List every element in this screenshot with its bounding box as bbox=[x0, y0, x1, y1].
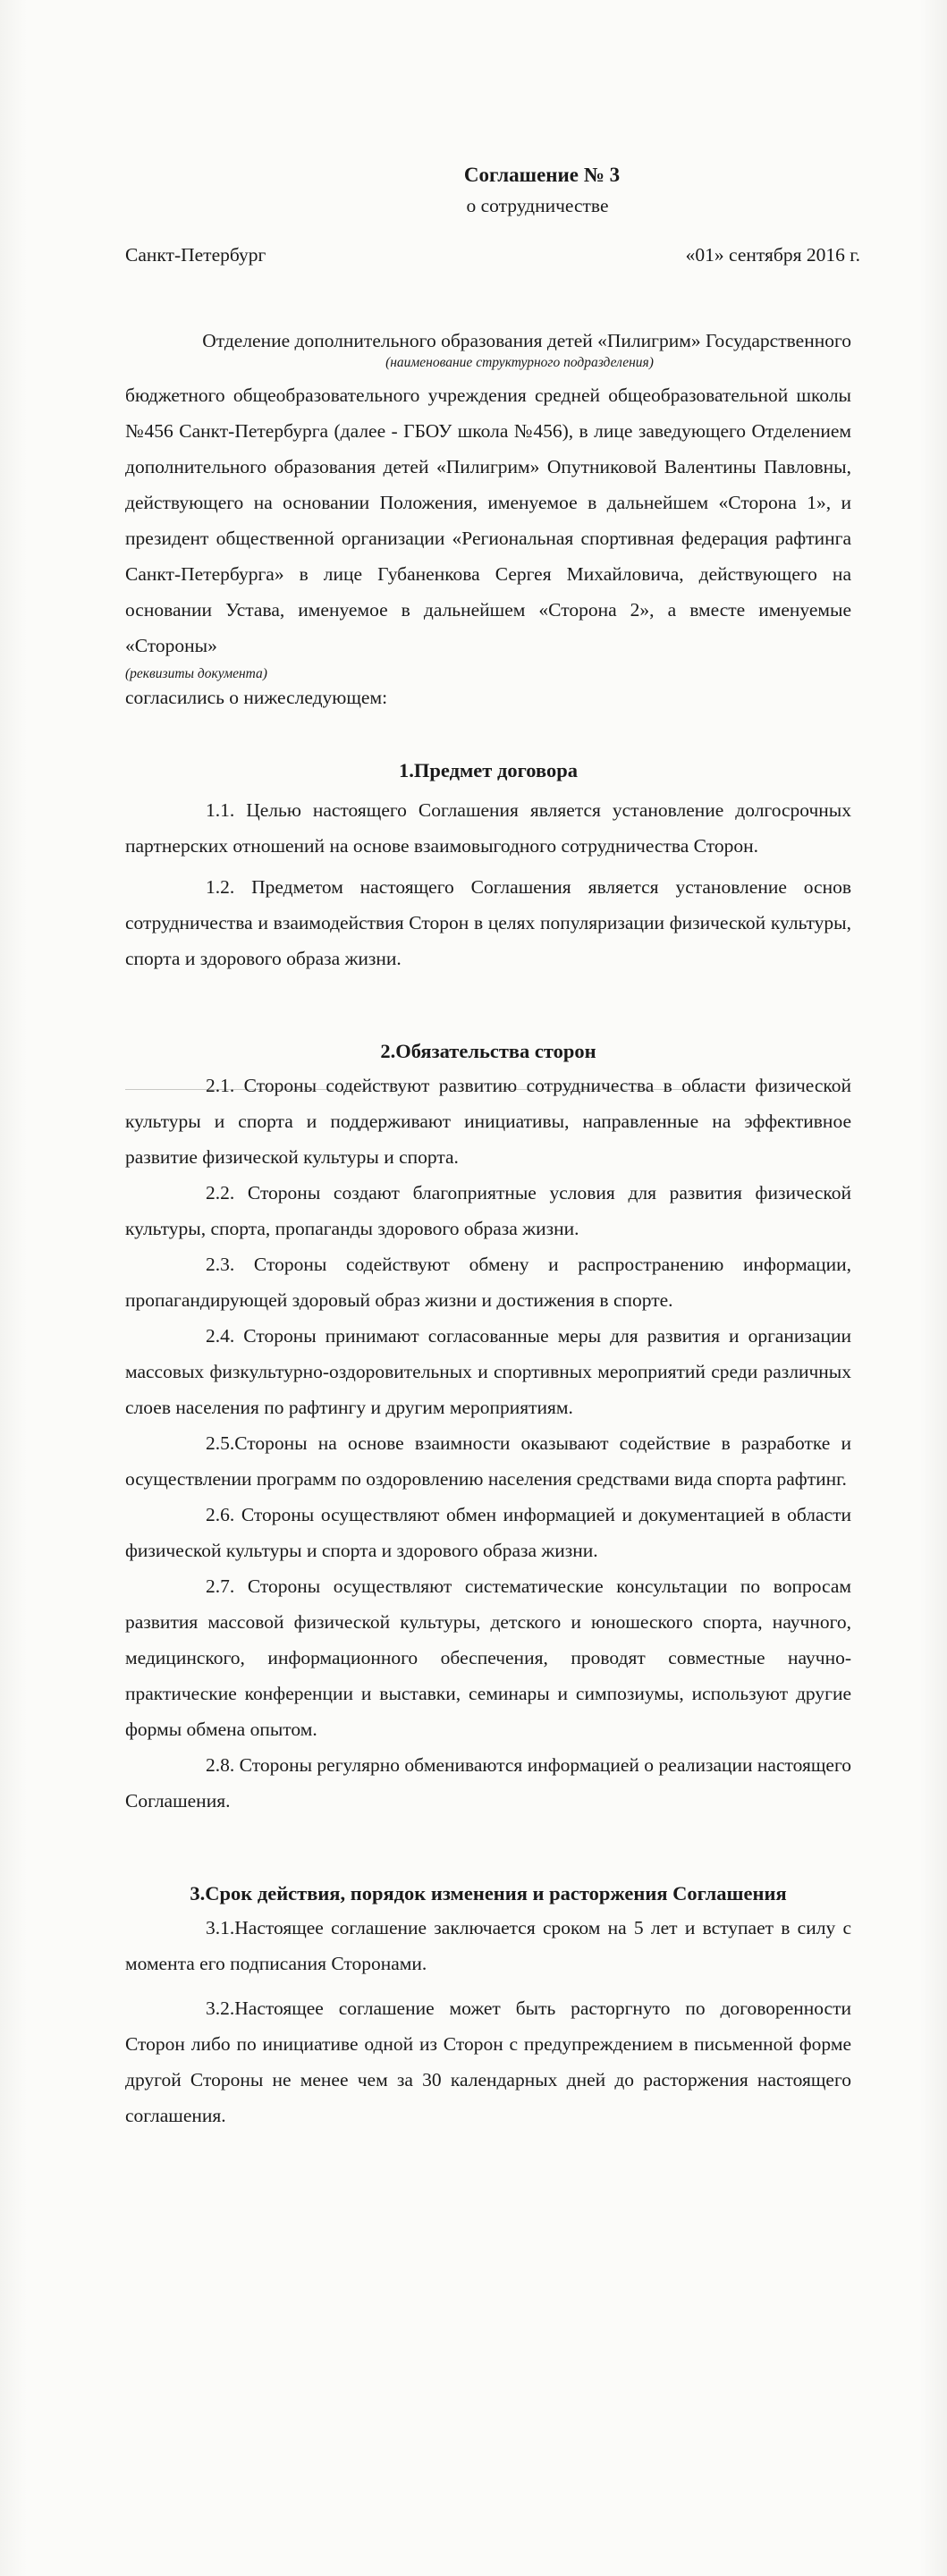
clause-3-1: 3.1.Настоящее соглашение заключается сроком на 5 лет и вступает в силу с момента его подписания Сторонами. bbox=[125, 1917, 851, 1974]
clause-2-7: 2.7. Стороны осуществляют систематические консультации по вопросам развития массовой физической культуры, детского и юношеского спорта, научного, медицинского, информационного обеспечения, проводят совместные научно-практические конференции и выставки, семинары и симпозиумы, используют другие формы обмена опытом. bbox=[125, 1575, 851, 1740]
date: «01» сентября 2016 г. bbox=[685, 244, 860, 266]
agreed-line: согласились о нижеследующем: bbox=[125, 687, 388, 708]
organization-hint: (наименование структурного подразделения) bbox=[385, 355, 654, 370]
agreement-body bbox=[125, 159, 860, 2133]
clause-1-2: 1.2. Предметом настоящего Соглашения является установление основ сотрудничества и взаимодействия Сторон в целях популяризации физической культуры, спорта и здорового образа жизни. bbox=[125, 876, 851, 969]
clause-1-1: 1.1. Целью настоящего Соглашения является установление долгосрочных партнерских отношений на основе взаимовыгодного сотрудничества Сторон. bbox=[125, 799, 851, 857]
section-heading-1: 1.Предмет договора bbox=[399, 759, 578, 781]
city-date-row bbox=[125, 240, 860, 270]
clause-2-6: 2.6. Стороны осуществляют обмен информацией и документацией в области физической культуры и спорта и здорового образа жизни. bbox=[125, 1504, 851, 1561]
clause-3-2: 3.2.Настоящее соглашение может быть расторгнуто по договоренности Сторон либо по инициативе одной из Сторон с предупреждением в письменной форме другой Стороны не менее чем за 30 календарных дней до расторжения настоящего соглашения. bbox=[125, 1997, 851, 2126]
document-requisites-hint: (реквизиты документа) bbox=[125, 666, 267, 681]
city: Санкт-Петербург bbox=[125, 244, 266, 266]
clause-2-8: 2.8. Стороны регулярно обмениваются информацией о реализации настоящего Соглашения. bbox=[125, 1754, 851, 1812]
document-title: Соглашение № 3 bbox=[463, 164, 621, 186]
document-subtitle: о сотрудничестве bbox=[466, 195, 609, 216]
clause-2-3: 2.3. Стороны содействуют обмену и распространению информации, пропагандирующей здоровый образ жизни и достижения в спорте. bbox=[125, 1254, 851, 1311]
section-heading-2: 2.Обязательства сторон bbox=[380, 1040, 596, 1062]
section-heading-3: 3.Срок действия, порядок изменения и расторжения Соглашения bbox=[190, 1882, 787, 1905]
clause-2-5: 2.5.Стороны на основе взаимности оказывают содействие в разработке и осуществлении программ по оздоровлению населения средствами вида спорта рафтинг. bbox=[125, 1432, 851, 1490]
clause-2-4: 2.4. Стороны принимают согласованные меры для развития и организации массовых физкультурно-оздоровительных и спортивных мероприятий среди различных слоев населения по рафтингу и другим мероприятиям. bbox=[125, 1325, 851, 1418]
preamble-text: бюджетного общеобразовательного учреждения средней общеобразовательной школы №456 Санкт-Петербурга (далее - ГБОУ школа №456), в лице заведующего Отделением дополнительного образования детей «Пилигрим» Опутниковой Валентины Павловны, действующего на основании Положения, именуемое в дальнейшем «Сторона 1», и президент общественной организации «Региональная спортивная федерация рафтинга Санкт-Петербурга» в лице Губаненкова Сергея Михайловича, действующего на основании Устава, именуемое в дальнейшем «Сторона 2», а вместе именуемые «Стороны» bbox=[125, 384, 851, 656]
clause-2-2: 2.2. Стороны создают благоприятные условия для развития физической культуры, спорта, пропаганды здорового образа жизни. bbox=[125, 1182, 851, 1239]
organization-line: Отделение дополнительного образования детей «Пилигрим» Государственного bbox=[202, 330, 851, 351]
clause-2-1: 2.1. Стороны содействуют развитию сотрудничества в области физической культуры и спорта и поддерживают инициативы, направленные на эффективное развитие физической культуры и спорта. bbox=[125, 1075, 851, 1168]
